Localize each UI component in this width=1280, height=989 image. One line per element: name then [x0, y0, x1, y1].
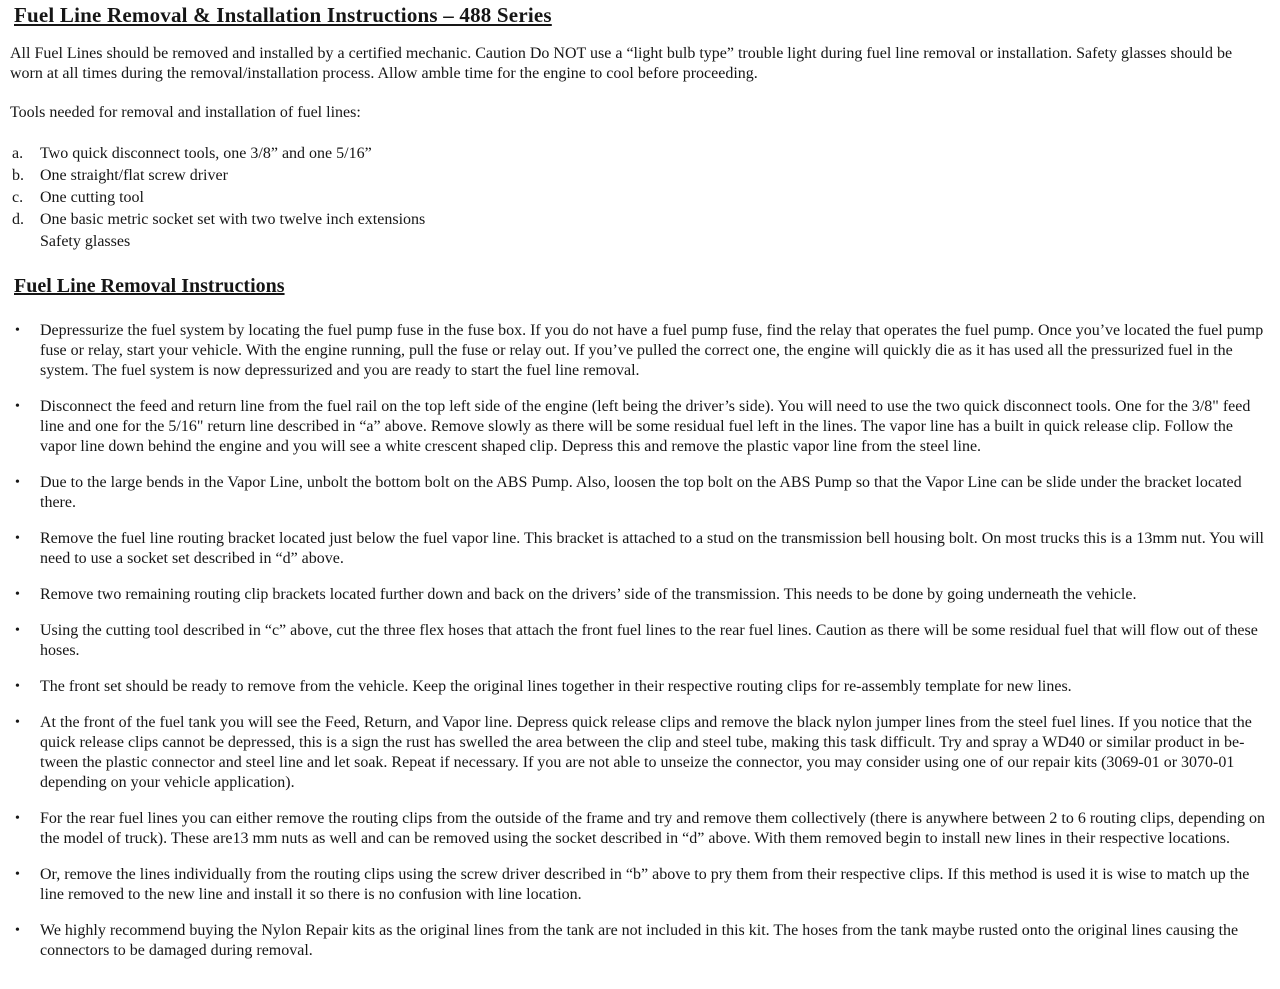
bullet-icon: •	[15, 587, 20, 602]
tool-list-item	[10, 144, 1266, 163]
page-title: Fuel Line Removal & Installation Instructions – 488 Series	[14, 3, 552, 27]
step-list-item	[10, 529, 1266, 569]
bullet-icon: •	[15, 679, 20, 694]
tool-list-item	[10, 166, 1266, 185]
tool-item-text: One basic metric socket set with two twelve inch extensions	[40, 211, 426, 228]
bullet-icon: •	[15, 531, 20, 546]
tool-list-item	[10, 210, 1266, 229]
tool-list-item	[10, 188, 1266, 207]
step-list-item	[10, 621, 1266, 661]
step-list-item	[10, 677, 1266, 697]
step-text: Due to the large bends in the Vapor Line, unbolt the bottom bolt on the ABS Pump. Also, loosen the top bolt on the ABS Pump so that the Vapor Line can be slide under the bracket located there.	[40, 474, 1242, 511]
step-list-item	[10, 865, 1266, 905]
bullet-icon: •	[15, 623, 20, 638]
tool-item-text: One cutting tool	[40, 189, 144, 206]
step-list-item	[10, 473, 1266, 513]
step-text: Using the cutting tool described in “c” above, cut the three flex hoses that attach the front fuel lines to the rear fuel lines. Caution as there will be some residual fuel that will flow out of these hoses.	[40, 622, 1258, 659]
step-text: For the rear fuel lines you can either remove the routing clips from the outside of the frame and try and remove them collectively (there is anywhere between 2 to 6 routing clips, depending on the model of truck). These are13 mm nuts as well and can be removed using the socket described in “d” above. With them removed begin to install new lines in their respective locations.	[40, 810, 1265, 847]
intro-paragraph: All Fuel Lines should be removed and installed by a certified mechanic. Caution Do NOT use a “light bulb type” trouble light during fuel line removal or installation. Safety glasses should be worn at all times during the removal/installation process. Allow amble time for the engine to cool before proceeding.	[10, 45, 1233, 82]
tool-item-marker: d.	[12, 211, 24, 228]
tool-item-text: Safety glasses	[40, 233, 131, 250]
tool-item-marker: a.	[12, 145, 24, 162]
step-text: Or, remove the lines individually from the routing clips using the screw driver described in “b” above to pry them from their respective clips. If this method is used it is wise to match up the line removed to the new line and install it so there is no confusion with line location.	[40, 866, 1250, 903]
step-list-item	[10, 585, 1266, 605]
section-heading: Fuel Line Removal Instructions	[14, 275, 285, 297]
step-list-item	[10, 397, 1266, 457]
tools-list-intro: Tools needed for removal and installation of fuel lines:	[10, 104, 361, 121]
tool-item-marker: b.	[12, 167, 24, 184]
step-text: At the front of the fuel tank you will see the Feed, Return, and Vapor line. Depress quick release clips and remove the black nylon jumper lines from the steel fuel lines. If you notice that the quick release clips cannot be depressed, this is a sign the rust has swelled the area between the clip and steel tube, making this task difficult. Try and spray a WD40 or similar product in be-tween the plastic connector and steel line and let soak. Repeat if necessary. If you are not able to unseize the connector, you may consider using one of our repair kits (3069-01 or 3070-01 depending on your vehicle application).	[40, 714, 1252, 791]
tool-item-text: One straight/flat screw driver	[40, 167, 228, 184]
tool-item-marker: c.	[12, 189, 24, 206]
bullet-icon: •	[15, 399, 20, 414]
steps-list	[10, 321, 1266, 961]
step-text: We highly recommend buying the Nylon Repair kits as the original lines from the tank are not included in this kit. The hoses from the tank maybe rusted onto the original lines causing the connectors to be damaged during removal.	[40, 922, 1239, 959]
bullet-icon: •	[15, 323, 20, 338]
step-text: Disconnect the feed and return line from the fuel rail on the top left side of the engine (left being the driver’s side). You will need to use the two quick disconnect tools. One for the 3/8" feed line and one for the 5/16" return line described in “a” above. Remove slowly as there will be some residual fuel left in the lines. The vapor line has a built in quick release clip. Follow the vapor line down behind the engine and you will see a white crescent shaped clip. Depress this and remove the plastic vapor line from the steel line.	[40, 398, 1251, 455]
step-text: Depressurize the fuel system by locating the fuel pump fuse in the fuse box. If you do not have a fuel pump fuse, find the relay that operates the fuel pump. Once you’ve located the fuel pump fuse or relay, start your vehicle. With the engine running, pull the fuse or relay out. If you’ve pulled the correct one, the engine will quickly die as it has used all the pressurized fuel in the system. The fuel system is now depressurized and you are ready to start the fuel line removal.	[40, 322, 1264, 379]
step-list-item	[10, 921, 1266, 961]
tool-item-marker	[10, 232, 40, 251]
bullet-icon: •	[15, 811, 20, 826]
tools-list	[10, 144, 1266, 251]
tool-item-text: Two quick disconnect tools, one 3/8” and one 5/16”	[40, 145, 372, 162]
step-text: The front set should be ready to remove from the vehicle. Keep the original lines together in their respective routing clips for re-assembly template for new lines.	[40, 678, 1072, 695]
step-list-item	[10, 321, 1266, 381]
tool-list-item	[10, 232, 1266, 251]
bullet-icon: •	[15, 867, 20, 882]
bullet-icon: •	[15, 475, 20, 490]
step-list-item	[10, 809, 1266, 849]
bullet-icon: •	[15, 715, 20, 730]
bullet-icon: •	[15, 923, 20, 938]
step-text: Remove the fuel line routing bracket located just below the fuel vapor line. This bracket is attached to a stud on the transmission bell housing bolt. On most trucks this is a 13mm nut. You will need to use a socket set described in “d” above.	[40, 530, 1264, 567]
step-list-item	[10, 713, 1266, 793]
step-text: Remove two remaining routing clip brackets located further down and back on the drivers’ side of the transmission. This needs to be done by going underneath the vehicle.	[40, 586, 1137, 603]
